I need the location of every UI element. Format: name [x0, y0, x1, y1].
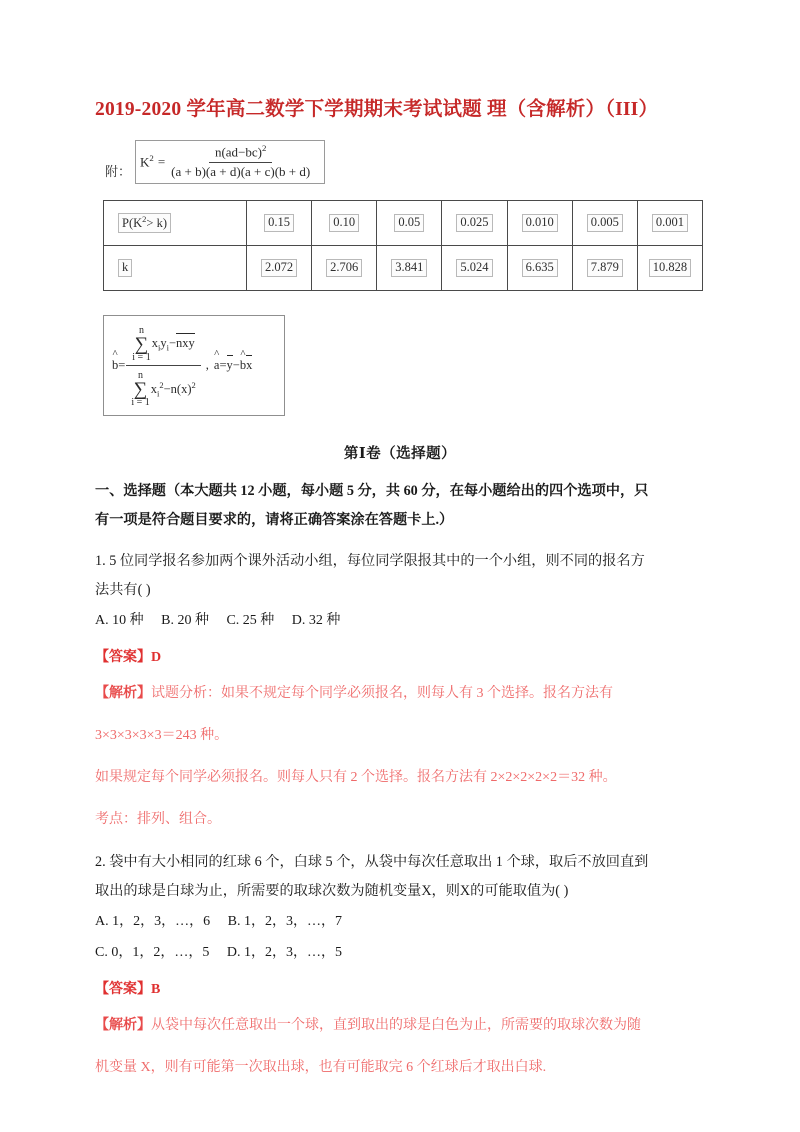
table-cell: 0.05: [377, 200, 442, 245]
question-1-stem-line-2: 法共有( ): [95, 582, 151, 599]
table-cell: 6.635: [507, 245, 572, 290]
x-bar-symbol: x: [246, 357, 253, 372]
question-2-options-line-1: A. 1，2，3，…，6 B. 1，2，3，…，7: [95, 914, 342, 930]
formula-comma: ,: [205, 357, 209, 372]
table-cell: 5.024: [442, 245, 507, 290]
table-cell: 0.025: [442, 200, 507, 245]
question-2-explanation-line-2: 机变量 X，则有可能第一次取出球，也有可能取完 6 个红球后才取出白球.: [95, 1059, 547, 1075]
volume-heading: 第Ⅰ卷（选择题）: [343, 445, 457, 462]
denominator-terms: $x_i^2-n(x)^2$: [150, 380, 196, 400]
question-2-stem-line-1: 2. 袋中有大小相同的红球 6 个，白球 5 个，从袋中每次任意取出 1 个球，取后不放回直到: [95, 853, 649, 870]
k-squared-equation: [140, 143, 316, 179]
table-cell: 7.879: [572, 245, 637, 290]
table-cell: 2.072: [247, 245, 312, 290]
regression-numerator: [126, 322, 200, 366]
k-squared-fraction: [165, 143, 316, 179]
attachment-formula-row: [95, 140, 705, 183]
row-label-k: k: [104, 245, 247, 290]
instruction-line-2: 有一项是符合题目要求的，请将正确答案涂在答题卡上.）: [95, 511, 454, 528]
k-squared-denominator: (a + b)(a + d)(a + c)(b + d): [171, 163, 311, 179]
question-1-explanation-line-3: 如果规定每个同学必须报名。则每人只有 2 个选择。报名方法有 2×2×2×2×2＝32 种。: [95, 769, 617, 785]
a-equals: =: [219, 357, 227, 372]
table-cell: 2.706: [312, 245, 377, 290]
instruction-line-1: 一、选择题（本大题共 12 小题，每小题 5 分，共 60 分，在每小题给出的四个选项中，只: [95, 482, 649, 499]
regression-formula-box: [103, 315, 285, 416]
summation-symbol: n ∑ i = 1: [131, 369, 150, 409]
k-squared-numerator: $n(ad-bc)^2$: [209, 143, 272, 162]
chi-square-table: [103, 200, 703, 291]
table-cell: 10.828: [637, 245, 702, 290]
question-1-options: A. 10 种 B. 20 种 C. 25 种 D. 32 种: [95, 613, 341, 629]
regression-fraction: [125, 322, 201, 409]
k-squared-lhs: $K^2$: [140, 152, 154, 170]
question-2-explanation-line-1: 【解析】从袋中每次任意取出一个球，直到取出的球是白色为止，所需要的取球次数为随: [95, 1017, 641, 1033]
table-cell: 0.005: [572, 200, 637, 245]
b-hat-symbol-2: ^ b: [240, 358, 246, 373]
question-2-stem-line-2: 取出的球是白球为止，所需要的取球次数为随机变量X，则X的可能取值为( ): [95, 883, 569, 900]
a-minus: −: [232, 357, 240, 372]
question-2-answer: 【答案】B: [95, 981, 161, 997]
table-cell: 0.010: [507, 200, 572, 245]
k-squared-equals: =: [157, 153, 166, 169]
question-1-stem-line-1: 1. 5 位同学报名参加两个课外活动小组，每位同学限报其中的一个小组，则不同的报名方: [95, 553, 645, 570]
question-1-explanation-line-4: 考点：排列、组合。: [95, 811, 221, 827]
regression-equation: [112, 322, 278, 409]
k-squared-formula-box: [135, 140, 325, 183]
page-title: 2019-2020 学年高二数学下学期期末考试试题 理（含解析）（III）: [95, 99, 659, 120]
table-cell: 0.001: [637, 200, 702, 245]
table-cell: 3.841: [377, 245, 442, 290]
table-cell: 0.15: [247, 200, 312, 245]
regression-denominator: [125, 366, 201, 409]
b-hat-symbol: ^ b: [112, 358, 118, 373]
table-row: [104, 200, 703, 245]
question-1-explanation-line-2: 3×3×3×3×3＝243 种。: [95, 727, 229, 743]
question-1-answer: 【答案】D: [95, 649, 162, 665]
y-bar-symbol: y: [226, 357, 233, 372]
question-2-options-line-2: C. 0，1，2，…，5 D. 1，2，3，…，5: [95, 944, 342, 960]
a-hat-symbol: ^ a: [214, 358, 220, 373]
table-row: [104, 245, 703, 290]
regression-equals: =: [118, 357, 126, 372]
attachment-label: 附：: [105, 163, 132, 179]
table-cell: 0.10: [312, 200, 377, 245]
question-1-explanation-line-1: 【解析】试题分析：如果不规定每个同学必须报名，则每人有 3 个选择。报名方法有: [95, 685, 613, 701]
numerator-terms: $x_iy_i-nxy$: [151, 336, 195, 353]
row-label-probability: $P(K^2> k)$: [104, 200, 247, 245]
summation-symbol: n ∑ i = 1: [132, 324, 151, 364]
